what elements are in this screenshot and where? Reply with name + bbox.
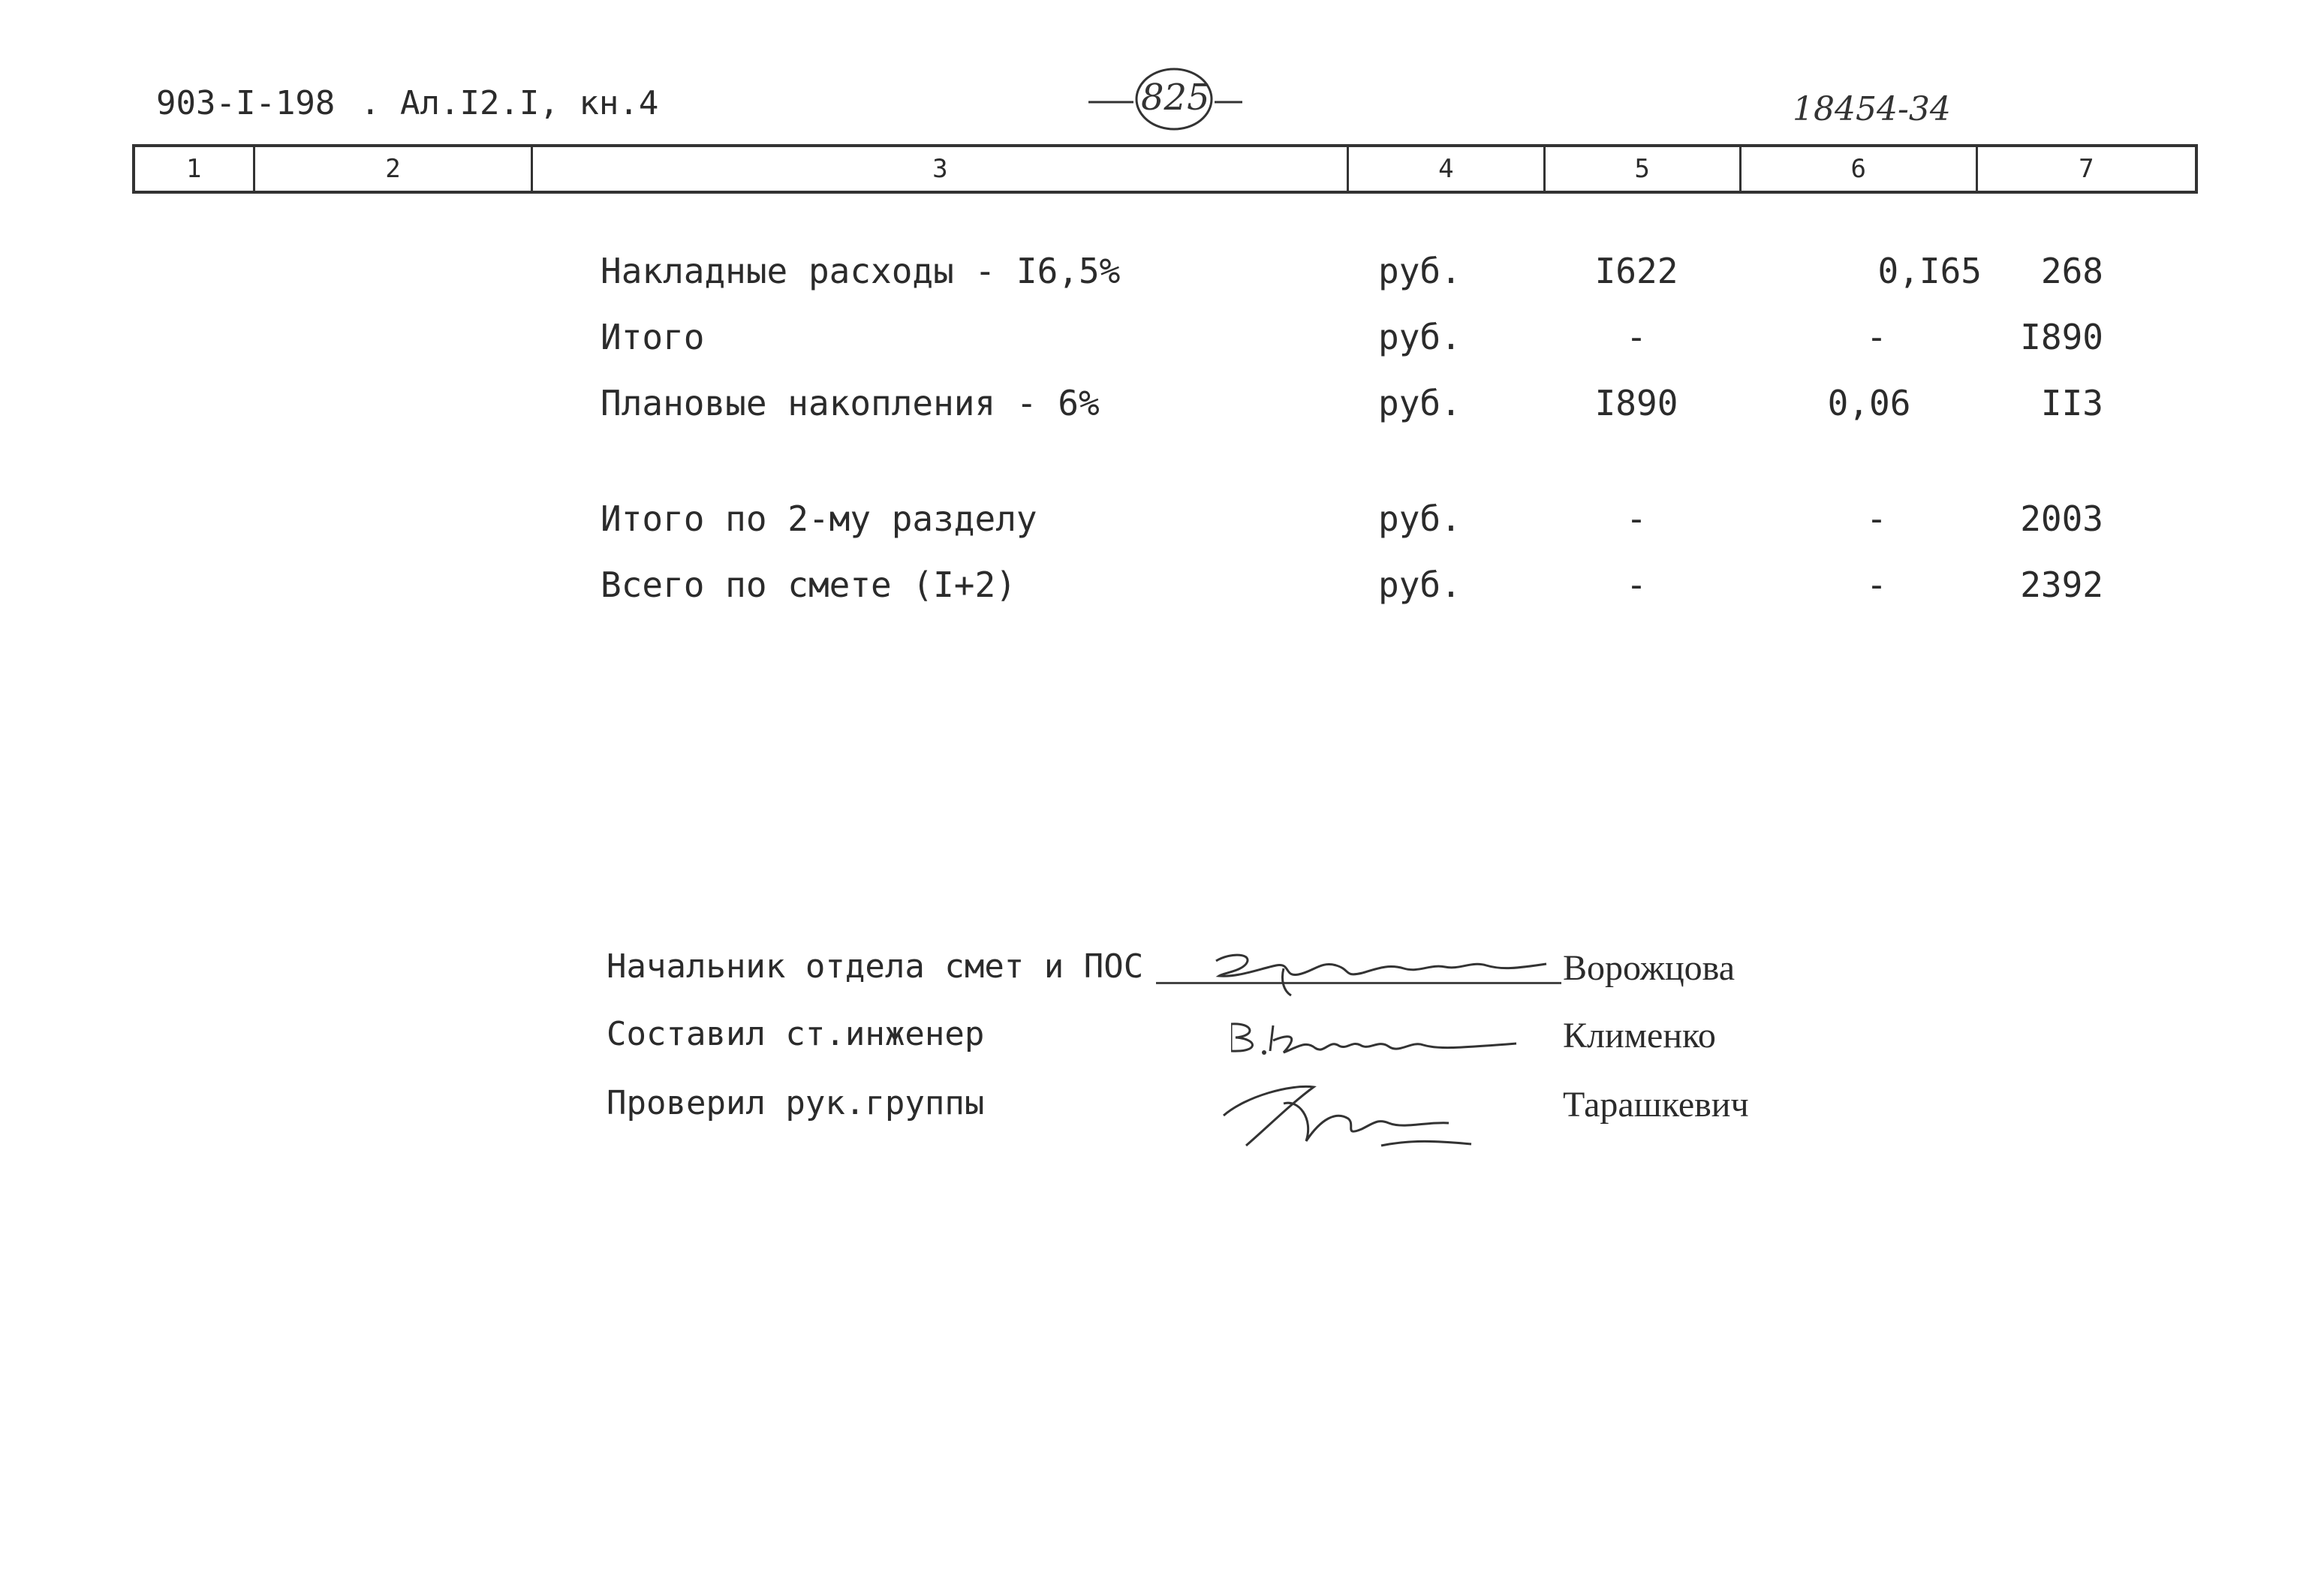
row-total: 2392 (2020, 565, 2103, 605)
row-unit: руб. (1378, 383, 1462, 423)
signature-row (0, 1015, 2306, 1075)
row-total: 268 (2040, 251, 2103, 291)
signature-name: Тарашкевич (1563, 1085, 1749, 1125)
row-description: Итого (601, 317, 705, 357)
handwritten-signature-2 (1231, 1010, 1546, 1071)
row-base-value: - (1626, 565, 1647, 605)
signature-name: Ворожцова (1563, 948, 1736, 988)
signature-title: Проверил рук.группы (607, 1084, 985, 1122)
row-unit: руб. (1378, 317, 1462, 357)
row-rate: 0,I65 (1877, 251, 1982, 291)
signature-title: Составил ст.инженер (607, 1015, 985, 1053)
table-row (0, 317, 2306, 377)
column-header-1: 1 (135, 147, 255, 191)
row-base-value: I622 (1594, 251, 1678, 291)
row-description: Всего по смете (I+2) (601, 565, 1016, 605)
row-total: 2003 (2020, 498, 2103, 539)
row-rate: - (1866, 317, 1887, 357)
row-description: Плановые накопления - 6% (601, 383, 1100, 423)
row-unit: руб. (1378, 251, 1462, 291)
column-header-6: 6 (1742, 147, 1978, 191)
handwritten-signature-1 (1171, 938, 1561, 998)
table-row (0, 383, 2306, 443)
row-base-value: - (1626, 498, 1647, 539)
page-number-stamp (1088, 66, 1261, 134)
column-header-row (132, 144, 2198, 194)
row-total: II3 (2040, 383, 2103, 423)
table-row (0, 565, 2306, 625)
row-description: Накладные расходы - I6,5% (601, 251, 1121, 291)
column-header-3: 3 (533, 147, 1349, 191)
archive-number: 18454-34 (1793, 90, 1951, 128)
row-unit: руб. (1378, 565, 1462, 605)
table-row (0, 498, 2306, 559)
row-total: I890 (2020, 317, 2103, 357)
signature-row (0, 947, 2306, 1007)
row-base-value: - (1626, 317, 1647, 357)
row-description: Итого по 2-му разделу (601, 498, 1037, 539)
signature-name: Клименко (1563, 1016, 1716, 1055)
row-rate: - (1866, 565, 1887, 605)
column-header-2: 2 (255, 147, 534, 191)
document-code: 903-I-198 (156, 84, 336, 122)
page-number: 825 (1141, 77, 1210, 119)
column-header-7: 7 (2079, 154, 2094, 184)
row-rate: 0,06 (1827, 383, 1911, 423)
document-reference: . Ал.I2.I, кн.4 (360, 84, 659, 122)
table-row (0, 251, 2306, 311)
row-rate: - (1866, 498, 1887, 539)
column-header-5: 5 (1546, 147, 1742, 191)
column-header-4: 4 (1349, 147, 1545, 191)
signature-row (0, 1084, 2306, 1144)
row-base-value: I890 (1594, 383, 1678, 423)
row-unit: руб. (1378, 498, 1462, 539)
signature-title: Начальник отдела смет и ПОС (607, 947, 1144, 986)
handwritten-signature-3 (1201, 1074, 1486, 1156)
